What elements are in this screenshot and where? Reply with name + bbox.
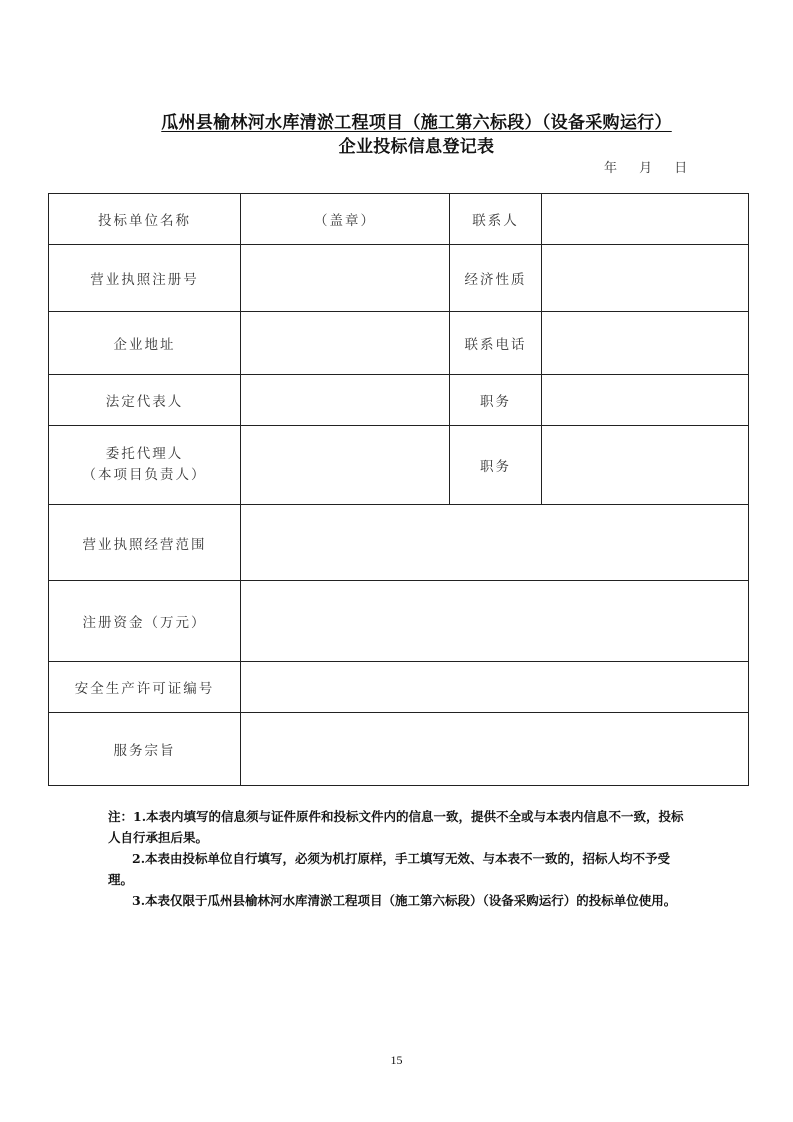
scope-label: 营业执照经营范围 bbox=[49, 505, 241, 581]
seal-hint: （盖章） bbox=[314, 213, 376, 229]
agent-label: 委托代理人 bbox=[105, 446, 184, 462]
bidder-name-field[interactable] bbox=[241, 194, 450, 245]
capital-field[interactable] bbox=[241, 581, 749, 662]
note-1: 注：1.本表内填写的信息须与证件原件和投标文件内的信息一致，提供不全或与本表内信息不一致，投标人自行承担后果。 bbox=[108, 809, 684, 845]
address-label: 企业地址 bbox=[49, 312, 241, 375]
legal-rep-label: 法定代表人 bbox=[49, 375, 241, 426]
table-row bbox=[49, 375, 749, 426]
phone-field[interactable] bbox=[542, 312, 749, 375]
note-3: 3.本表仅限于瓜州县榆林河水库清淤工程项目（施工第六标段）（设备采购运行）的投标单位使用。 bbox=[132, 893, 677, 908]
table-row bbox=[49, 245, 749, 312]
table-row bbox=[49, 194, 749, 245]
note-2: 2.本表由投标单位自行填写，必须为机打原样，手工填写无效、与本表不一致的，招标人均不予受理。 bbox=[108, 851, 671, 887]
table-row bbox=[49, 312, 749, 375]
notes-section bbox=[108, 806, 694, 911]
capital-label: 注册资金（万元） bbox=[49, 581, 241, 662]
contact-field[interactable] bbox=[542, 194, 749, 245]
econ-nature-field[interactable] bbox=[542, 245, 749, 312]
position-label-2: 职务 bbox=[450, 426, 542, 505]
table-row bbox=[49, 581, 749, 662]
agent-label-cell bbox=[49, 426, 241, 505]
agent-field[interactable] bbox=[241, 426, 450, 505]
safety-license-label: 安全生产许可证编号 bbox=[49, 662, 241, 713]
license-no-field[interactable] bbox=[241, 245, 450, 312]
safety-license-field[interactable] bbox=[241, 662, 749, 713]
legal-rep-field[interactable] bbox=[241, 375, 450, 426]
date-line: 年 月 日 bbox=[604, 161, 688, 176]
registration-form-table bbox=[48, 193, 749, 786]
position-label: 职务 bbox=[450, 375, 542, 426]
service-field[interactable] bbox=[241, 713, 749, 786]
table-row bbox=[49, 426, 749, 505]
econ-nature-label: 经济性质 bbox=[450, 245, 542, 312]
table-row bbox=[49, 713, 749, 786]
table-row bbox=[49, 505, 749, 581]
page-number: 15 bbox=[390, 1053, 403, 1067]
agent-position-field[interactable] bbox=[542, 426, 749, 505]
phone-label: 联系电话 bbox=[450, 312, 542, 375]
service-label: 服务宗旨 bbox=[49, 713, 241, 786]
contact-label: 联系人 bbox=[450, 194, 542, 245]
scope-field[interactable] bbox=[241, 505, 749, 581]
position-field[interactable] bbox=[542, 375, 749, 426]
form-title: 企业投标信息登记表 bbox=[338, 137, 495, 157]
document-title: 瓜州县榆林河水库清淤工程项目（施工第六标段）（设备采购运行） bbox=[161, 113, 672, 133]
address-field[interactable] bbox=[241, 312, 450, 375]
table-row bbox=[49, 662, 749, 713]
agent-sub-label: （本项目负责人） bbox=[82, 467, 207, 483]
license-no-label: 营业执照注册号 bbox=[49, 245, 241, 312]
bidder-name-label: 投标单位名称 bbox=[49, 194, 241, 245]
